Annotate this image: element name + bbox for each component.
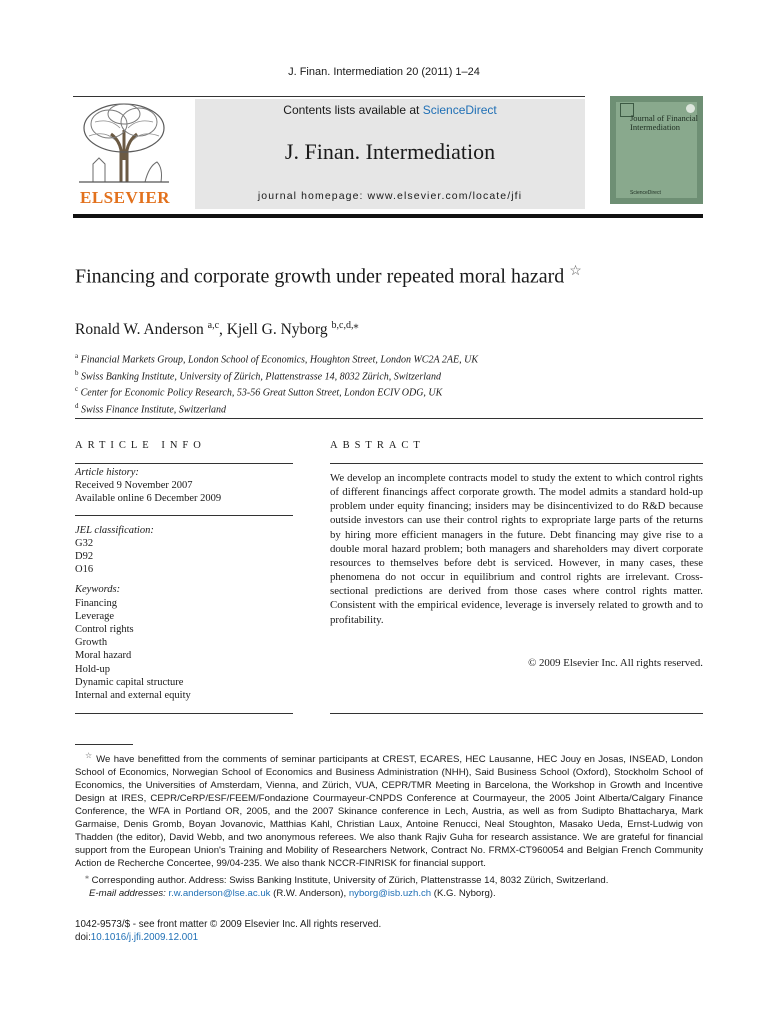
section-divider bbox=[75, 418, 703, 419]
abstract-copyright: © 2009 Elsevier Inc. All rights reserved. bbox=[528, 657, 703, 669]
article-history-label: Article history: bbox=[75, 467, 139, 478]
affiliation-item bbox=[75, 400, 695, 417]
doi-link[interactable]: 10.1016/j.jfi.2009.12.001 bbox=[90, 932, 199, 944]
email-owner: (R.W. Anderson), bbox=[273, 888, 347, 900]
journal-homepage[interactable]: journal homepage: www.elsevier.com/locate/jfi bbox=[257, 190, 523, 202]
journal-cover-panel bbox=[616, 102, 697, 198]
email-addresses bbox=[75, 887, 703, 900]
keyword: Moral hazard bbox=[75, 650, 132, 662]
affiliation-item bbox=[75, 350, 695, 367]
affiliation-item bbox=[75, 383, 695, 400]
jel-label: JEL classification: bbox=[75, 524, 154, 536]
front-matter-info bbox=[75, 918, 381, 944]
author-name: Ronald W. Anderson bbox=[75, 321, 204, 339]
jel-code: D92 bbox=[75, 551, 94, 563]
jel-code: G32 bbox=[75, 537, 94, 549]
article-info-rule bbox=[75, 463, 293, 464]
author-list bbox=[75, 320, 358, 339]
elsevier-wordmark: ELSEVIER bbox=[80, 188, 170, 207]
journal-title: J. Finan. Intermediation bbox=[284, 139, 496, 164]
history-item: Received 9 November 2007 bbox=[75, 480, 193, 492]
issn-line: 1042-9573/$ - see front matter © 2009 Elsevier Inc. All rights reserved. bbox=[75, 919, 382, 930]
abstract-heading: ABSTRACT bbox=[330, 440, 425, 451]
email-label: E-mail addresses: bbox=[89, 888, 166, 900]
affiliation-item bbox=[75, 367, 695, 384]
keyword: Growth bbox=[75, 637, 108, 649]
journal-citation: J. Finan. Intermediation 20 (2011) 1–24 bbox=[288, 66, 480, 78]
keyword: Leverage bbox=[75, 610, 115, 622]
cover-publisher: ScienceDirect bbox=[630, 190, 661, 196]
elsevier-logo bbox=[73, 100, 175, 210]
affiliation-text: Swiss Finance Institute, Switzerland bbox=[81, 403, 226, 415]
contents-prefix: Contents lists available at bbox=[283, 103, 423, 117]
affiliation-mark: b bbox=[75, 368, 79, 377]
email-link[interactable]: nyborg@isb.uzh.ch bbox=[348, 888, 432, 900]
article-info-divider bbox=[75, 515, 293, 516]
cover-emblem-icon bbox=[686, 104, 695, 113]
history-item: Available online 6 December 2009 bbox=[75, 493, 222, 505]
keywords bbox=[75, 583, 293, 709]
footnote-mark: ⁎ bbox=[85, 872, 89, 882]
doi-line bbox=[75, 931, 381, 944]
contents-line bbox=[195, 103, 585, 117]
author-affiliation-marks[interactable]: a,c bbox=[207, 320, 220, 331]
footnote-mark: ☆ bbox=[85, 751, 93, 760]
email-owner: (K.G. Nyborg). bbox=[433, 888, 496, 900]
journal-banner bbox=[195, 99, 585, 209]
affiliation-mark: a bbox=[75, 352, 79, 360]
abstract-bottom-rule bbox=[330, 713, 703, 714]
article-info-bottom-rule bbox=[75, 713, 293, 714]
title-footnote-mark[interactable]: ☆ bbox=[569, 264, 582, 279]
article-info-panel bbox=[75, 466, 293, 709]
affiliation-list bbox=[75, 350, 695, 416]
acknowledgement-text: We have benefitted from the comments of seminar participants at CREST, ECARES, HEC Lausanne, HEC Jouy en Josas, INSEAD, London School of Economics, Norwegian School of Economics and Business Administration (NHH), Said Business School (Oxford), Stockholm School of Economics, the Universities of Amsterdam, Vienna, and Zürich, VUA, CEPR/TMR Meeting in Barcelona, the Workshop in Growth and Incentive Design at IRES, CEPR/CeRP/ESF/FEEM/Fondazione Courmayeur-CNPDS Conference at Courmayeur, the 2005 Joint Alberta/Calgary Finance Conference, the WFA in Portland OR, 2005, and the 2007 Skinance conference in Lech, Austria, as well as from Sudipto Bhattacharya, Mark Garmaise, Denis Gromb, Boyan Jovanovic, Matthias Kahl, Christian Laux, Antoine Renucci, Neal Stoughton, Masako Ueda, Ernst-Ludwig von Thadden (the editor), David Webb, and two anonymous referees. We also thank Rajiv Guha for research assistance. We are grateful for financial support from the European Union's Training and Mobility of Researchers Network, Contract No. FRMX-CT960054 and Belgian French Community Action de Recherche Concertee, 99/04-235. We also thank NCCR-FINRISK for financial support. bbox=[75, 754, 703, 870]
author-affiliation-marks[interactable]: b,c,d,⁎ bbox=[331, 320, 359, 331]
corresponding-author-text: Corresponding author. Address: Swiss Banking Institute, University of Zürich, Plattenstrasse 14, 8032 Zürich, Switzerland. bbox=[91, 875, 609, 887]
keyword: Financing bbox=[75, 597, 117, 609]
email-link[interactable]: r.w.anderson@lse.ac.uk bbox=[168, 888, 271, 900]
footnote-rule bbox=[75, 744, 133, 745]
article-history bbox=[75, 466, 293, 513]
jel-code: O16 bbox=[75, 564, 94, 576]
keyword: Hold-up bbox=[75, 663, 110, 675]
keyword: Control rights bbox=[75, 624, 134, 636]
affiliation-text: Financial Markets Group, London School of Economics, Houghton Street, London WC2A 2AE, UK bbox=[80, 354, 478, 366]
footnotes bbox=[75, 749, 703, 900]
jel-classification bbox=[75, 524, 293, 584]
corresponding-author-footnote bbox=[75, 870, 703, 887]
keyword: Dynamic capital structure bbox=[75, 676, 184, 688]
keywords-label: Keywords: bbox=[75, 584, 121, 596]
acknowledgement-footnote bbox=[75, 749, 703, 870]
paper-title-text: Financing and corporate growth under repeated moral hazard bbox=[75, 265, 565, 288]
keyword: Internal and external equity bbox=[75, 690, 191, 702]
author-name: Kjell G. Nyborg bbox=[226, 321, 328, 339]
abstract-rule bbox=[330, 463, 703, 464]
sciencedirect-link[interactable]: ScienceDirect bbox=[422, 103, 497, 117]
affiliation-mark: c bbox=[75, 385, 79, 394]
header-top-rule bbox=[73, 96, 585, 97]
doi-label: doi: bbox=[75, 932, 91, 944]
paper-title bbox=[75, 259, 635, 290]
journal-cover-image bbox=[610, 96, 703, 204]
cover-title: Journal of Financial Intermediation bbox=[630, 113, 698, 132]
article-info-heading: ARTICLE INFO bbox=[75, 440, 206, 451]
elsevier-tree-icon bbox=[75, 100, 173, 184]
journal-header bbox=[73, 96, 703, 214]
affiliation-text: Swiss Banking Institute, University of Zürich, Plattenstrasse 14, 8032 Zürich, Switzerland bbox=[81, 370, 441, 382]
abstract-text: We develop an incomplete contracts model to study the extent to which control rights of different financings affect corporate growth. The model admits a standard hold-up problem under equity financing; insiders may be disincentivized to do R&D because outside investors can use their control rights to expropriate large parts of the returns by hiring more efficient managers in the future. Debt financing may give rise to a double moral hazard problem; both managers and shareholders may divert corporate resources to themselves before debt is serviced. However, in many cases, these phenomena do not occur in equilibrium and control rights are irrelevant. Cross-sectional predictions are derived from those cases where control rights matter. Consistent with the empirical evidence, leverage is inversely related to growth and to profitability. bbox=[330, 472, 703, 626]
header-bottom-rule bbox=[73, 214, 703, 218]
affiliation-text: Center for Economic Policy Research, 53-56 Great Sutton Street, London ECIV ODG, UK bbox=[80, 387, 443, 399]
affiliation-mark: d bbox=[75, 401, 79, 410]
author-separator: , bbox=[219, 321, 227, 339]
